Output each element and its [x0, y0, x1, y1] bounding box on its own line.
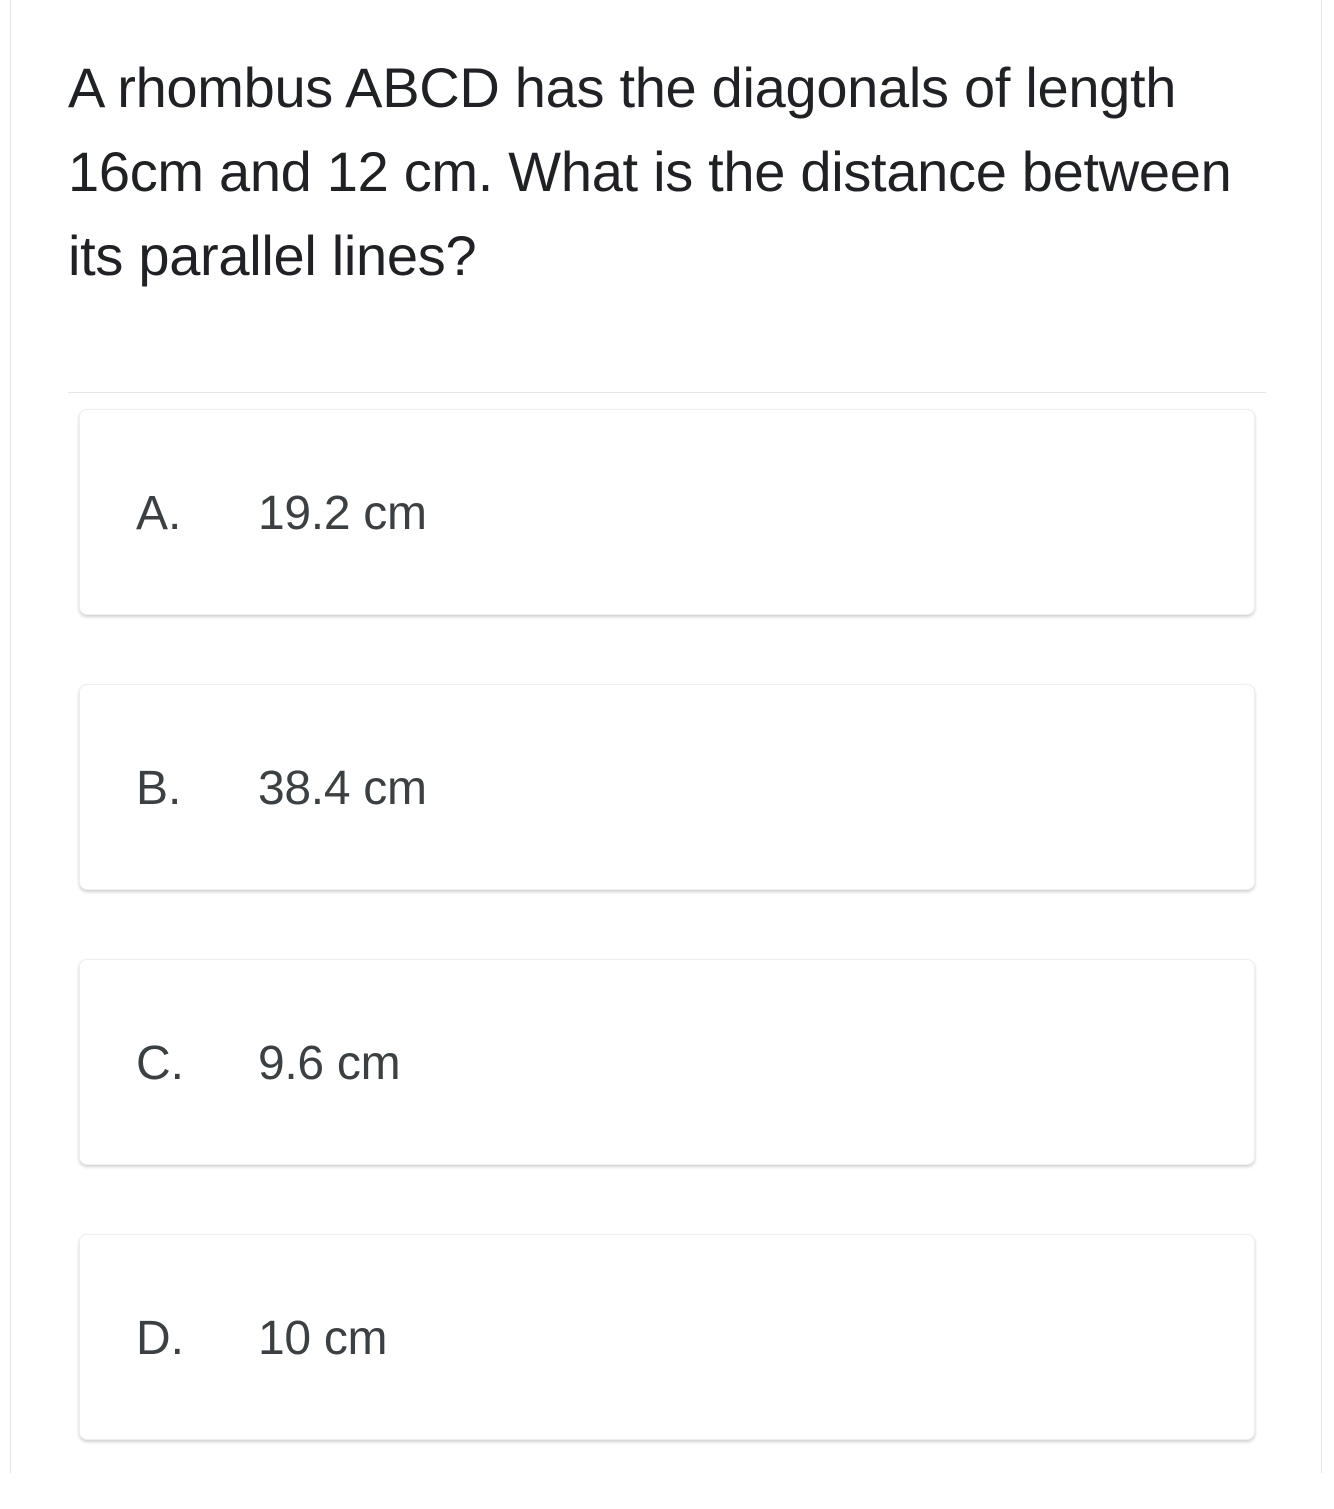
option-letter: B.	[136, 762, 182, 815]
option-letter: C.	[136, 1037, 184, 1090]
option-c[interactable]	[79, 959, 1255, 1165]
option-b[interactable]	[79, 684, 1255, 890]
option-letter: D.	[136, 1312, 184, 1365]
option-d[interactable]	[79, 1234, 1255, 1440]
option-text: 38.4 cm	[258, 762, 427, 815]
divider	[68, 392, 1266, 393]
option-a[interactable]	[79, 409, 1255, 615]
option-letter: A.	[136, 487, 182, 540]
answer-options	[79, 409, 1255, 1509]
option-text: 9.6 cm	[258, 1037, 401, 1090]
option-text: 10 cm	[258, 1312, 388, 1365]
option-text: 19.2 cm	[258, 487, 427, 540]
question-text: A rhombus ABCD has the diagonals of length 16cm and 12 cm. What is the distance between its parallel lines?	[68, 56, 1232, 287]
